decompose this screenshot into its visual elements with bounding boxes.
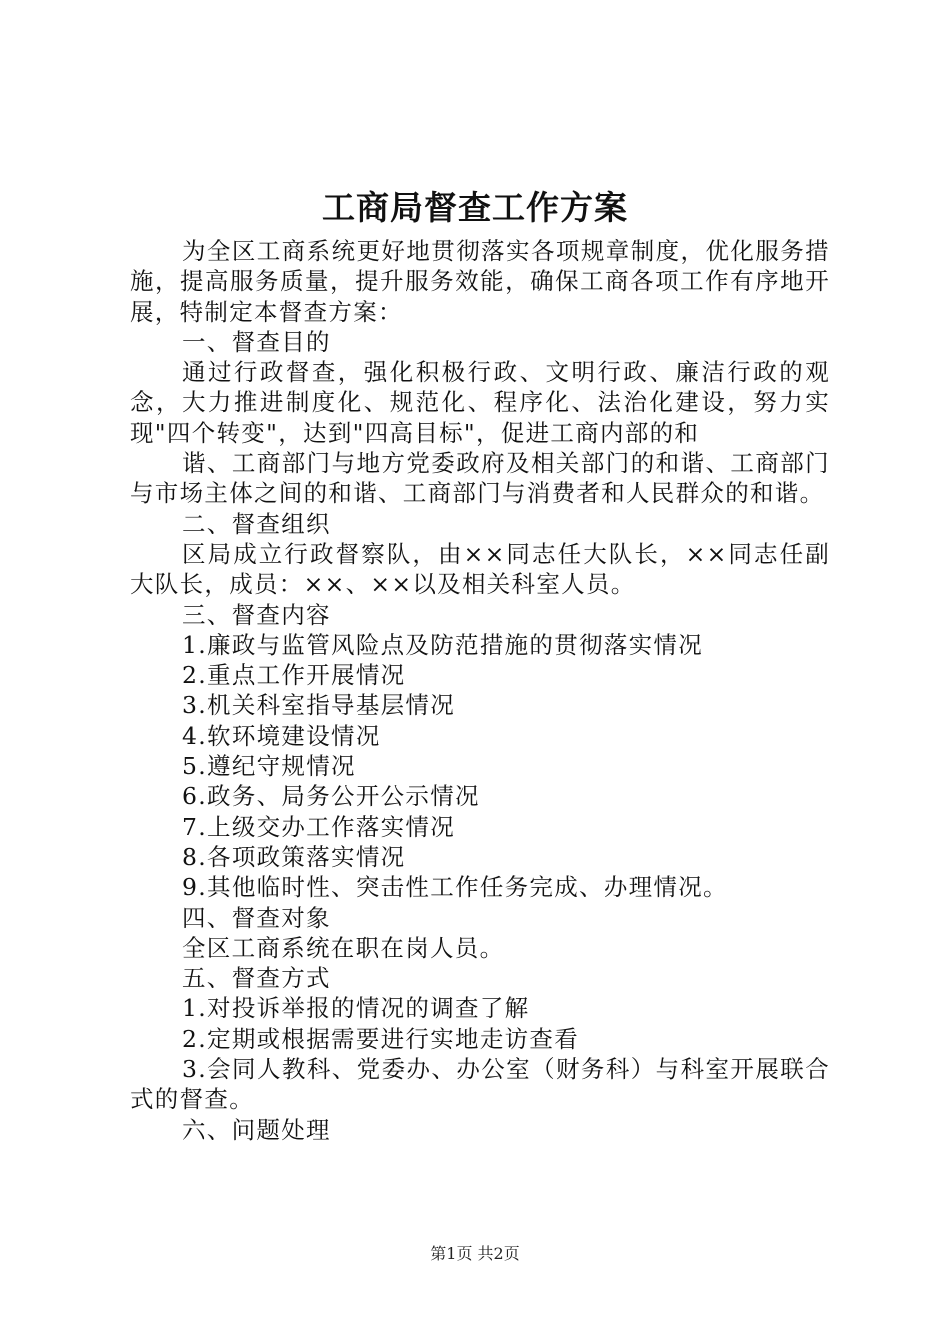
section-heading-organization: 二、督查组织: [182, 509, 331, 538]
paragraph-organization: 区局成立行政督察队，由××同志任大队长，××同志任副大队长，成员：××、××以及相关科室人员。: [130, 539, 830, 599]
method-item-2: 2.定期或根据需要进行实地走访查看: [182, 1024, 580, 1053]
page-footer: 第1页 共2页: [430, 1244, 520, 1263]
content-item-1: 1.廉政与监管风险点及防范措施的贯彻落实情况: [182, 630, 704, 659]
content-item-2: 2.重点工作开展情况: [182, 661, 406, 690]
paragraph-purpose-continued: 谐、工商部门与地方党委政府及相关部门的和谐、工商部门与市场主体之间的和谐、工商部门与消费者和人民群众的和谐。: [130, 449, 830, 508]
section-heading-targets: 四、督查对象: [182, 903, 331, 932]
document-body: [130, 236, 830, 1145]
content-item-9: 9.其他临时性、突击性工作任务完成、办理情况。: [182, 873, 728, 902]
content-item-6: 6.政务、局务公开公示情况: [182, 782, 480, 811]
section-heading-methods: 五、督查方式: [182, 964, 331, 993]
document-title: 工商局督查工作方案: [322, 188, 628, 227]
content-item-8: 8.各项政策落实情况: [182, 842, 406, 871]
content-item-7: 7.上级交办工作落实情况: [182, 812, 456, 841]
paragraph-targets: 全区工商系统在职在岗人员。: [182, 933, 505, 962]
content-item-5: 5.遵纪守规情况: [182, 752, 356, 781]
paragraph-intro: 为全区工商系统更好地贯彻落实各项规章制度，优化服务措施，提高服务质量，提升服务效能，确保工商各项工作有序地开展，特制定本督查方案：: [130, 237, 830, 326]
content-item-4: 4.软环境建设情况: [182, 721, 381, 750]
method-item-3: 3.会同人教科、党委办、办公室（财务科）与科室开展联合式的督查。: [130, 1055, 830, 1114]
section-heading-purpose: 一、督查目的: [182, 327, 331, 356]
paragraph-purpose: 通过行政督查，强化积极行政、文明行政、廉洁行政的观念，大力推进制度化、规范化、程序化、法治化建设，努力实现"四个转变"，达到"四高目标"，促进工商内部的和: [130, 358, 830, 447]
section-heading-content: 三、督查内容: [182, 600, 331, 629]
content-item-3: 3.机关科室指导基层情况: [182, 691, 456, 720]
method-item-1: 1.对投诉举报的情况的调查了解: [182, 994, 530, 1023]
section-heading-handling: 六、问题处理: [182, 1115, 331, 1144]
